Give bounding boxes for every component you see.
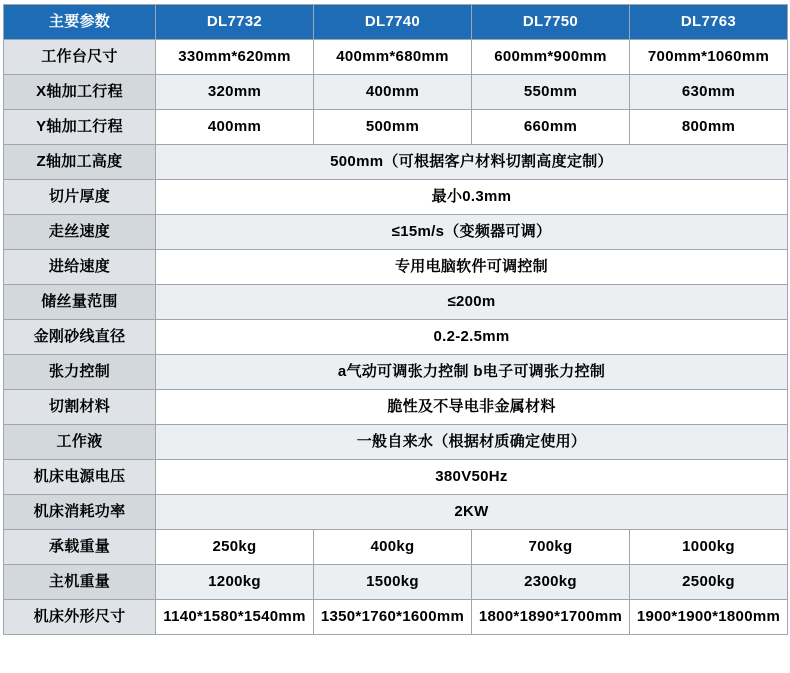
header-cell-model-1: DL7732 [156, 5, 314, 40]
row-label: 工作台尺寸 [4, 40, 156, 75]
row-label: Z轴加工高度 [4, 145, 156, 180]
row-value-cell: 330mm*620mm [156, 40, 314, 75]
row-label: 主机重量 [4, 565, 156, 600]
row-value-merged: ≤200m [156, 285, 788, 320]
table-row [4, 250, 788, 285]
row-value-cell: 700kg [472, 530, 630, 565]
row-value-merged: ≤15m/s（变频器可调） [156, 215, 788, 250]
row-value-cell: 1800*1890*1700mm [472, 600, 630, 635]
row-value-cell: 250kg [156, 530, 314, 565]
table-row [4, 110, 788, 145]
row-value-cell: 630mm [630, 75, 788, 110]
row-label: 机床外形尺寸 [4, 600, 156, 635]
row-value-cell: 2500kg [630, 565, 788, 600]
row-value-cell: 660mm [472, 110, 630, 145]
row-value-merged: 最小0.3mm [156, 180, 788, 215]
row-label: 工作液 [4, 425, 156, 460]
row-value-cell: 1200kg [156, 565, 314, 600]
header-cell-model-2: DL7740 [314, 5, 472, 40]
row-label: Y轴加工行程 [4, 110, 156, 145]
header-cell-model-4: DL7763 [630, 5, 788, 40]
table-row [4, 530, 788, 565]
table-header-row [4, 5, 788, 40]
row-value-cell: 600mm*900mm [472, 40, 630, 75]
row-label: 机床消耗功率 [4, 495, 156, 530]
row-value-cell: 1900*1900*1800mm [630, 600, 788, 635]
row-value-cell: 1000kg [630, 530, 788, 565]
row-value-cell: 400mm [314, 75, 472, 110]
row-label: 承载重量 [4, 530, 156, 565]
row-value-cell: 800mm [630, 110, 788, 145]
row-value-cell: 1350*1760*1600mm [314, 600, 472, 635]
table-row [4, 320, 788, 355]
row-label: 张力控制 [4, 355, 156, 390]
row-value-cell: 400kg [314, 530, 472, 565]
row-label: 走丝速度 [4, 215, 156, 250]
row-value-cell: 550mm [472, 75, 630, 110]
table-row [4, 145, 788, 180]
table-row [4, 495, 788, 530]
table-row [4, 390, 788, 425]
row-value-merged: 500mm（可根据客户材料切割高度定制） [156, 145, 788, 180]
table-body [4, 40, 788, 635]
row-value-merged: 专用电脑软件可调控制 [156, 250, 788, 285]
row-value-cell: 1140*1580*1540mm [156, 600, 314, 635]
row-value-cell: 2300kg [472, 565, 630, 600]
row-label: 切割材料 [4, 390, 156, 425]
table-row [4, 425, 788, 460]
row-value-cell: 400mm [156, 110, 314, 145]
row-label: 进给速度 [4, 250, 156, 285]
row-value-merged: a气动可调张力控制 b电子可调张力控制 [156, 355, 788, 390]
row-value-merged: 脆性及不导电非金属材料 [156, 390, 788, 425]
row-label: 切片厚度 [4, 180, 156, 215]
row-value-merged: 一般自来水（根据材质确定使用） [156, 425, 788, 460]
row-label: X轴加工行程 [4, 75, 156, 110]
table-row [4, 75, 788, 110]
table-row [4, 355, 788, 390]
row-value-cell: 400mm*680mm [314, 40, 472, 75]
row-label: 金刚砂线直径 [4, 320, 156, 355]
row-label: 机床电源电压 [4, 460, 156, 495]
table-row [4, 180, 788, 215]
header-cell-model-3: DL7750 [472, 5, 630, 40]
row-value-cell: 700mm*1060mm [630, 40, 788, 75]
table-row [4, 460, 788, 495]
table-row [4, 285, 788, 320]
table-row [4, 215, 788, 250]
row-value-cell: 1500kg [314, 565, 472, 600]
row-label: 储丝量范围 [4, 285, 156, 320]
row-value-merged: 2KW [156, 495, 788, 530]
table-row [4, 40, 788, 75]
table-row [4, 600, 788, 635]
table-header [4, 5, 788, 40]
header-cell-parameter: 主要参数 [4, 5, 156, 40]
table-row [4, 565, 788, 600]
row-value-cell: 320mm [156, 75, 314, 110]
specifications-table [3, 4, 788, 635]
row-value-merged: 0.2-2.5mm [156, 320, 788, 355]
row-value-merged: 380V50Hz [156, 460, 788, 495]
row-value-cell: 500mm [314, 110, 472, 145]
